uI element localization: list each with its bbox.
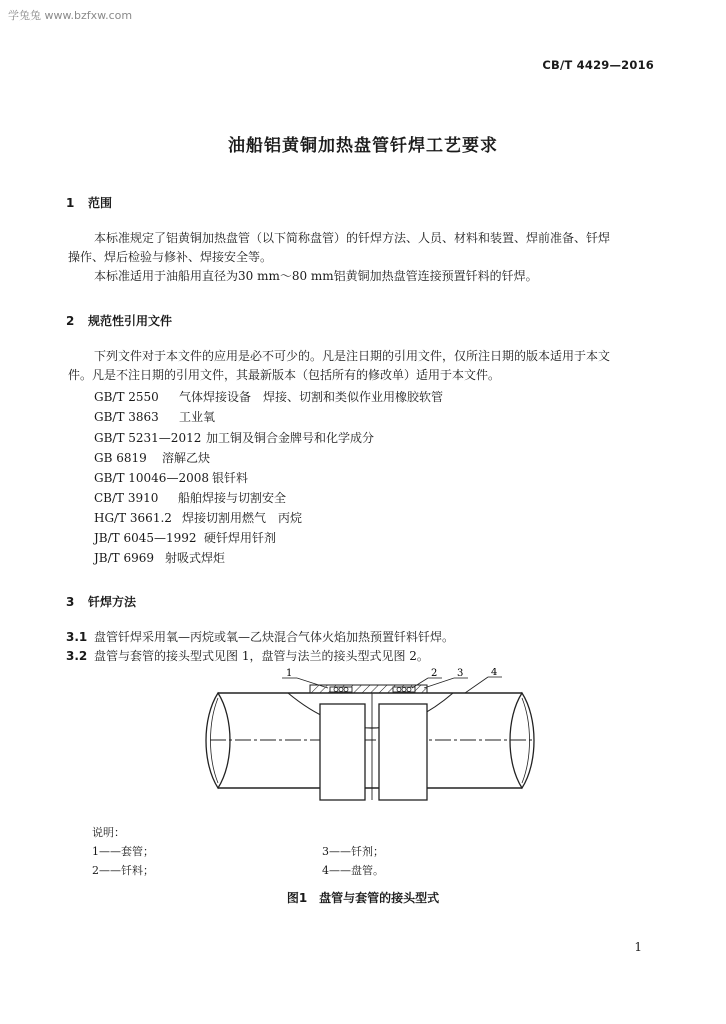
figure-1-pipe-sleeve-joint-diagram [200,668,545,812]
reference-title: 焊接切割用燃气 丙烷 [182,511,303,525]
legend-item: 3——钎剂； [322,845,384,858]
reference-item [94,509,302,526]
reference-code: JB/T 6045—1992 [94,531,197,545]
reference-code: JB/T 6969 [94,551,155,565]
normative-intro-line: 件。凡是不注日期的引用文件，其最新版本（包括所有的修改单）适用于本文件。 [68,368,501,382]
document-title: 油船铝黄铜加热盘管钎焊工艺要求 [228,136,498,156]
clause-text: 盘管钎焊采用氧—丙烷或氧—乙炔混合气体火焰加热预置钎料钎焊。 [94,630,455,644]
pipe-end-left [320,704,365,800]
section-heading-brazing-method [66,593,136,610]
reference-code: CB/T 3910 [94,491,159,505]
clause-3-1 [66,628,454,647]
legend-item: 2——钎料； [92,864,154,877]
section-number: 1 [66,196,75,210]
reference-item [94,549,225,566]
reference-title: 工业氧 [179,410,216,424]
reference-title: 加工铜及铜合金牌号和化学成分 [206,431,375,445]
watermark: 学兔兔 www.bzfxw.com [8,9,133,22]
reference-title: 射吸式焊炬 [165,551,226,565]
scope-paragraph-line: 操作、焊后检验与修补、焊接安全等。 [68,250,273,264]
clause-text: 盘管与套管的接头型式见图 1，盘管与法兰的接头型式见图 2。 [94,649,429,663]
callout-3: 3 [457,668,464,679]
scope-applicability: 本标准适用于油船用直径为30 mm～80 mm铝黄铜加热盘管连接预置钎料的钎焊。 [94,269,538,283]
reference-code: GB/T 2550 [94,390,159,404]
reference-item [94,408,215,425]
section-number: 2 [66,314,75,328]
legend-title: 说明： [92,826,125,839]
legend-item: 1——套管； [92,845,154,858]
filler-metal-left [330,687,352,692]
section-heading-scope [66,194,112,211]
legend-item: 4——盘管。 [322,864,384,877]
section-title: 规范性引用文件 [88,314,173,328]
reference-item [94,449,210,466]
callout-4: 4 [491,668,498,678]
reference-title: 银钎料 [212,471,249,485]
reference-item [94,429,374,446]
reference-code: GB/T 10046—2008 [94,471,209,485]
reference-title: 船舶焊接与切割安全 [178,491,287,505]
reference-item [94,489,286,506]
pipe-break-right [510,693,534,788]
reference-code: HG/T 3661.2 [94,511,172,525]
reference-item [94,529,276,546]
filler-metal-right [393,687,415,692]
figure-caption: 图1 盘管与套管的接头型式 [286,891,440,905]
callout-1: 1 [286,668,293,679]
cutaway-curve [288,693,453,728]
callout-2: 2 [431,668,438,679]
reference-item [94,469,248,486]
reference-title: 溶解乙炔 [162,451,211,465]
reference-title: 气体焊接设备 焊接、切割和类似作业用橡胶软管 [179,390,444,404]
clause-3-2 [66,647,429,666]
standard-number: CB/T 4429—2016 [542,58,654,72]
reference-item [94,388,443,405]
clause-number: 3.2 [66,649,88,663]
reference-code: GB/T 5231—2012 [94,431,202,445]
reference-title: 硬钎焊用钎剂 [204,531,277,545]
section-title: 钎焊方法 [88,595,137,609]
reference-code: GB 6819 [94,451,147,465]
section-title: 范围 [88,196,113,210]
pipe-break-left [206,693,230,788]
normative-intro-line: 下列文件对于本文件的应用是必不可少的。凡是注日期的引用文件，仅所注日期的版本适用于本文 [94,349,611,363]
section-number: 3 [66,595,75,609]
pipe-end-right [379,704,427,800]
clause-number: 3.1 [66,630,88,644]
reference-code: GB/T 3863 [94,410,159,424]
page-number: 1 [634,940,642,954]
section-heading-normative-references [66,312,172,329]
scope-paragraph-line: 本标准规定了铝黄铜加热盘管（以下简称盘管）的钎焊方法、人员、材料和装置、焊前准备、钎焊 [94,231,611,245]
